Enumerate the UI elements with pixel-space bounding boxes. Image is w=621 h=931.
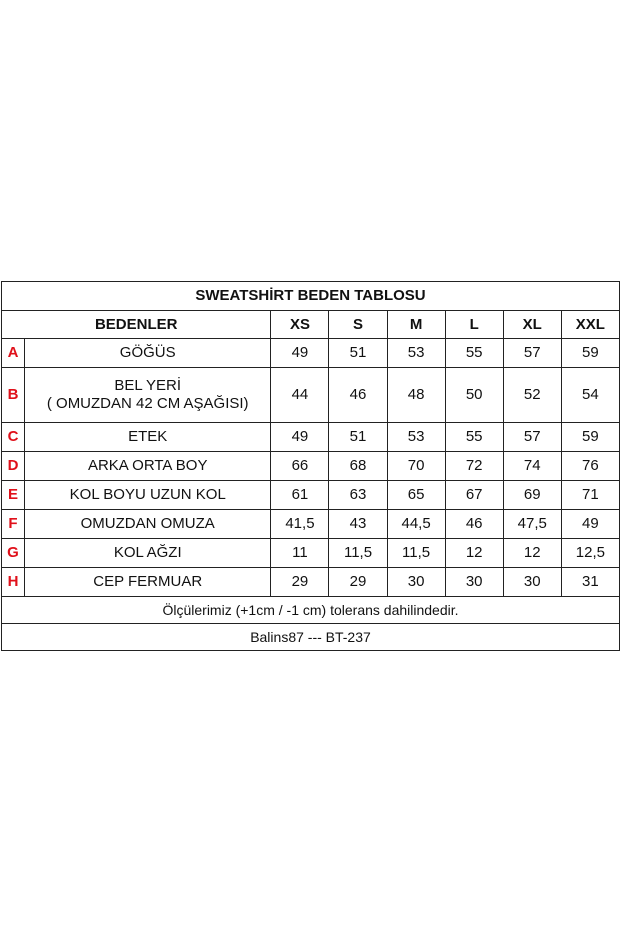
table-cell: 63 (329, 481, 387, 510)
measurement-label (25, 368, 271, 423)
table-cell: 54 (561, 368, 619, 423)
table-cell: 57 (503, 339, 561, 368)
table-row (2, 539, 620, 568)
table-cell: 43 (329, 510, 387, 539)
row-letter: B (2, 368, 25, 423)
table-cell: 52 (503, 368, 561, 423)
table-row (2, 452, 620, 481)
measurement-label: KOL BOYU UZUN KOL (25, 481, 271, 510)
size-chart-table (1, 281, 620, 651)
table-cell: 47,5 (503, 510, 561, 539)
table-cell: 12 (503, 539, 561, 568)
measurement-label: ARKA ORTA BOY (25, 452, 271, 481)
table-cell: 57 (503, 423, 561, 452)
table-row (2, 423, 620, 452)
measurement-label: CEP FERMUAR (25, 568, 271, 597)
product-code: Balins87 --- BT-237 (2, 624, 620, 651)
table-cell: 49 (271, 423, 329, 452)
table-cell: 44,5 (387, 510, 445, 539)
table-cell: 30 (387, 568, 445, 597)
table-cell: 29 (329, 568, 387, 597)
table-cell: 11,5 (329, 539, 387, 568)
table-cell: 53 (387, 423, 445, 452)
measurement-label-line: BEL YERİ (114, 377, 182, 394)
table-cell: 48 (387, 368, 445, 423)
measurement-label: OMUZDAN OMUZA (25, 510, 271, 539)
table-row (2, 568, 620, 597)
table-cell: 12 (445, 539, 503, 568)
row-letter: H (2, 568, 25, 597)
table-cell: 70 (387, 452, 445, 481)
table-cell: 72 (445, 452, 503, 481)
row-letter: E (2, 481, 25, 510)
header-label: BEDENLER (2, 311, 271, 339)
table-cell: 59 (561, 339, 619, 368)
measurement-label-subline: ( OMUZDAN 42 CM AŞAĞISI) (46, 395, 249, 412)
table-cell: 41,5 (271, 510, 329, 539)
table-cell: 11,5 (387, 539, 445, 568)
table-cell: 44 (271, 368, 329, 423)
table-cell: 53 (387, 339, 445, 368)
table-row (2, 510, 620, 539)
tolerance-row (2, 597, 620, 624)
table-cell: 50 (445, 368, 503, 423)
table-cell: 51 (329, 339, 387, 368)
table-cell: 29 (271, 568, 329, 597)
tolerance-note: Ölçülerimiz (+1cm / -1 cm) tolerans dahilindedir. (2, 597, 620, 624)
size-header: XL (503, 311, 561, 339)
size-header: S (329, 311, 387, 339)
table-header-row (2, 311, 620, 339)
table-cell: 68 (329, 452, 387, 481)
table-row (2, 339, 620, 368)
table-cell: 66 (271, 452, 329, 481)
table-cell: 49 (561, 510, 619, 539)
table-cell: 61 (271, 481, 329, 510)
product-code-row (2, 624, 620, 651)
row-letter: F (2, 510, 25, 539)
table-row (2, 368, 620, 423)
table-cell: 55 (445, 423, 503, 452)
table-cell: 59 (561, 423, 619, 452)
table-title-row (2, 282, 620, 311)
row-letter: C (2, 423, 25, 452)
measurement-label: ETEK (25, 423, 271, 452)
table-cell: 46 (329, 368, 387, 423)
size-header: XXL (561, 311, 619, 339)
row-letter: D (2, 452, 25, 481)
table-cell: 30 (503, 568, 561, 597)
table-cell: 12,5 (561, 539, 619, 568)
table-cell: 69 (503, 481, 561, 510)
table-cell: 49 (271, 339, 329, 368)
table-cell: 71 (561, 481, 619, 510)
table-cell: 51 (329, 423, 387, 452)
table-title: SWEATSHİRT BEDEN TABLOSU (2, 282, 620, 311)
table-cell: 76 (561, 452, 619, 481)
measurement-label: GÖĞÜS (25, 339, 271, 368)
table-cell: 11 (271, 539, 329, 568)
table-cell: 55 (445, 339, 503, 368)
table-cell: 31 (561, 568, 619, 597)
table-cell: 65 (387, 481, 445, 510)
table-cell: 30 (445, 568, 503, 597)
size-header: XS (271, 311, 329, 339)
size-header: L (445, 311, 503, 339)
row-letter: A (2, 339, 25, 368)
table-cell: 46 (445, 510, 503, 539)
table-cell: 67 (445, 481, 503, 510)
row-letter: G (2, 539, 25, 568)
measurement-label: KOL AĞZI (25, 539, 271, 568)
table-cell: 74 (503, 452, 561, 481)
size-header: M (387, 311, 445, 339)
table-row (2, 481, 620, 510)
